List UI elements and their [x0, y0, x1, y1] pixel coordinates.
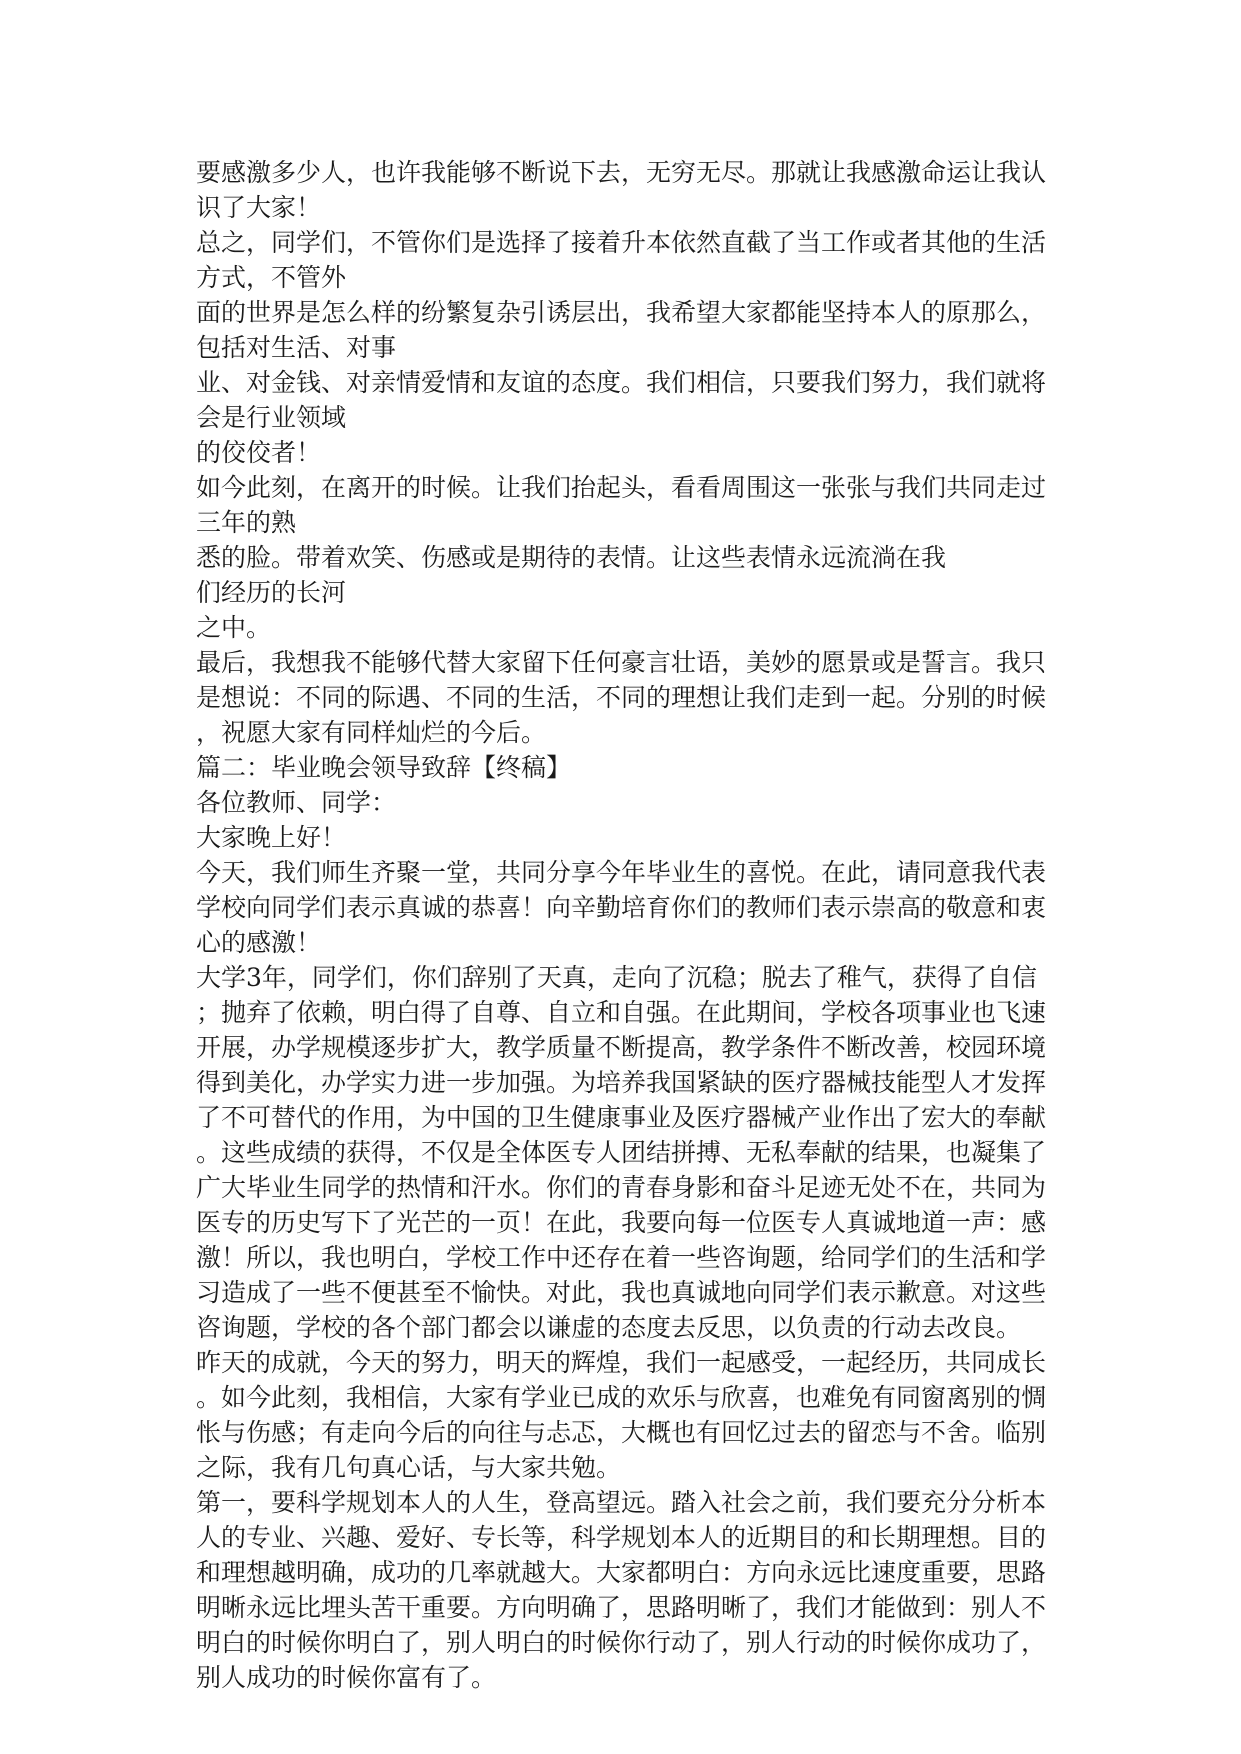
text-line: 和理想越明确，成功的几率就越大。大家都明白：方向永远比速度重要，思路: [196, 1558, 1047, 1587]
text-line: 包括对生活、对事: [196, 333, 397, 362]
text-line: 之中。: [196, 613, 272, 642]
text-line: 激！所以，我也明白，学校工作中还存在着一些咨询题，给同学们的生活和学: [196, 1243, 1047, 1272]
text-line: 明晰永远比埋头苦干重要。方向明确了，思路明晰了，我们才能做到：别人不: [196, 1593, 1047, 1622]
text-line: 之际，我有几句真心话，与大家共勉。: [196, 1453, 622, 1482]
text-line: 三年的熟: [196, 508, 297, 537]
text-line: 各位教师、同学：: [196, 788, 397, 817]
text-line: 医专的历史写下了光芒的一页！在此，我要向每一位医专人真诚地道一声：感: [196, 1208, 1047, 1237]
text-line: 的佼佼者！: [196, 438, 322, 467]
text-line: 如今此刻，在离开的时候。让我们抬起头，看看周围这一张张与我们共同走过: [196, 473, 1047, 502]
text-line: 咨询题，学校的各个部门都会以谦虚的态度去反思，以负责的行动去改良。: [196, 1313, 1022, 1342]
text-line: 习造成了一些不便甚至不愉快。对此，我也真诚地向同学们表示歉意。对这些: [196, 1278, 1047, 1307]
text-line: 第一，要科学规划本人的人生，登高望远。踏入社会之前，我们要充分分析本: [196, 1488, 1047, 1517]
text-line: 。这些成绩的获得，不仅是全体医专人团结拼搏、无私奉献的结果，也凝集了: [196, 1138, 1047, 1167]
text-line: 面的世界是怎么样的纷繁复杂引诱层出，我希望大家都能坚持本人的原那么，: [196, 298, 1047, 327]
text-line: 昨天的成就，今天的努力，明天的辉煌，我们一起感受，一起经历，共同成长: [196, 1348, 1047, 1377]
text-line: 得到美化，办学实力进一步加强。为培养我国紧缺的医疗器械技能型人才发挥: [196, 1068, 1047, 1097]
text-line: 要感激多少人，也许我能够不断说下去，无穷无尽。那就让我感激命运让我认: [196, 158, 1047, 187]
text-line: 是想说：不同的际遇、不同的生活，不同的理想让我们走到一起。分别的时候: [196, 683, 1047, 712]
text-line: 方式，不管外: [196, 263, 347, 292]
text-line: 大家晚上好！: [196, 823, 347, 852]
text-line: 们经历的长河: [196, 578, 347, 607]
text-line: 会是行业领域: [196, 403, 347, 432]
text-line: 了不可替代的作用，为中国的卫生健康事业及医疗器械产业作出了宏大的奉献: [196, 1103, 1047, 1132]
text-line: 别人成功的时候你富有了。: [196, 1663, 497, 1692]
text-line: 心的感激！: [196, 928, 322, 957]
text-line: ；抛弃了依赖，明白得了自尊、自立和自强。在此期间，学校各项事业也飞速: [196, 998, 1047, 1027]
text-line: ，祝愿大家有同样灿烂的今后。: [196, 718, 547, 747]
text-line: 最后，我想我不能够代替大家留下任何豪言壮语，美妙的愿景或是誓言。我只: [196, 648, 1047, 677]
text-line: 。如今此刻，我相信，大家有学业已成的欢乐与欣喜，也难免有同窗离别的惆: [196, 1383, 1047, 1412]
text-line: 篇二：毕业晚会领导致辞【终稿】: [196, 753, 572, 782]
text-line: 今天，我们师生齐聚一堂，共同分享今年毕业生的喜悦。在此，请同意我代表: [196, 858, 1047, 887]
text-line: 广大毕业生同学的热情和汗水。你们的青春身影和奋斗足迹无处不在，共同为: [196, 1173, 1047, 1202]
text-line: 业、对金钱、对亲情爱情和友谊的态度。我们相信，只要我们努力，我们就将: [196, 368, 1047, 397]
document-body: [196, 155, 1056, 1695]
text-line: 怅与伤感；有走向今后的向往与忐忑，大概也有回忆过去的留恋与不舍。临别: [196, 1418, 1047, 1447]
text-line: 识了大家！: [196, 193, 322, 222]
text-line: 总之，同学们，不管你们是选择了接着升本依然直截了当工作或者其他的生活: [196, 228, 1047, 257]
text-line: 明白的时候你明白了，别人明白的时候你行动了，别人行动的时候你成功了，: [196, 1628, 1047, 1657]
text-line: 大学3年，同学们，你们辞别了天真，走向了沉稳；脱去了稚气，获得了自信: [196, 963, 1037, 992]
text-line: 人的专业、兴趣、爱好、专长等，科学规划本人的近期目的和长期理想。目的: [196, 1523, 1047, 1552]
text-line: 开展，办学规模逐步扩大，教学质量不断提高，教学条件不断改善，校园环境: [196, 1033, 1047, 1062]
text-line: 悉的脸。带着欢笑、伤感或是期待的表情。让这些表情永远流淌在我: [196, 543, 947, 572]
text-line: 学校向同学们表示真诚的恭喜！向辛勤培育你们的教师们表示崇高的敬意和衷: [196, 893, 1047, 922]
